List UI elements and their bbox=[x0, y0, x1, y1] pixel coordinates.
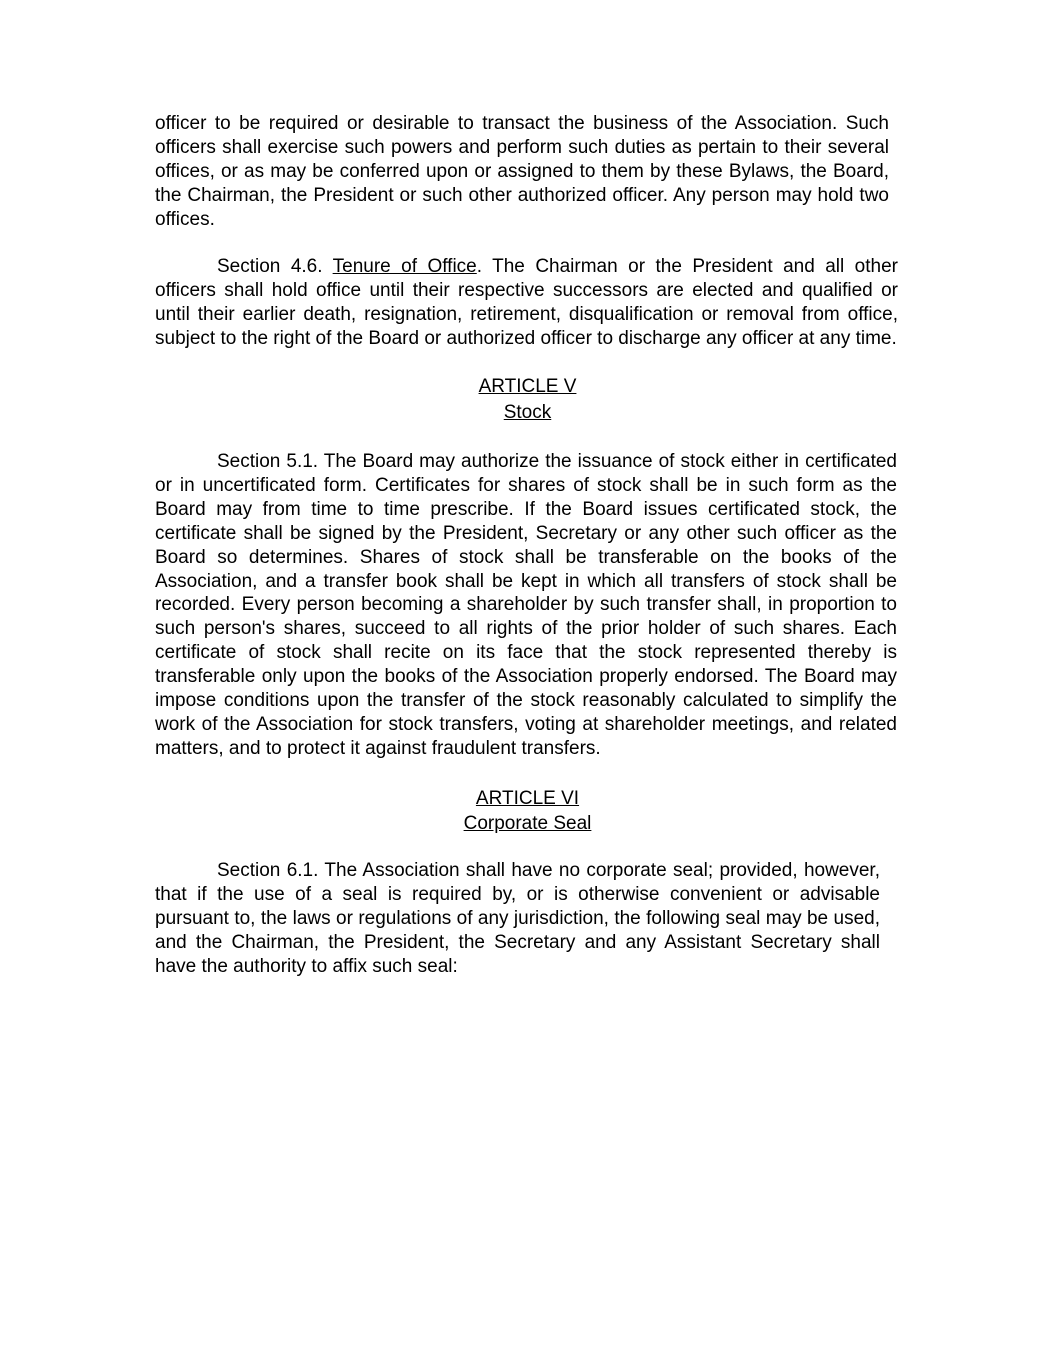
section-4-6-prefix: Section 4.6. bbox=[217, 256, 333, 277]
section-4-6-paragraph bbox=[155, 255, 898, 351]
article-6-title bbox=[0, 786, 1055, 812]
article-6-subtitle-text: Corporate Seal bbox=[463, 813, 592, 834]
article-5-subtitle bbox=[0, 400, 1055, 426]
section-4-6-heading: Tenure of Office bbox=[332, 256, 477, 277]
section-5-1-paragraph: Section 5.1. The Board may authorize the issuance of stock either in certificated or in uncertificated form. Certificates for shares of stock shall be in such form as the Board may from time to time prescribe. If the Board issues certificated stock, the certificate shall be signed by the President, Secretary or any other such officer as the Board so determines. Shares of stock shall be transferable on the books of the Association, and a transfer book shall be kept in which all transfers of stock shall be recorded. Every person becoming a shareholder by such transfer shall, in proportion to such person's shares, succeed to all rights of the prior holder of such shares. Each certificate of stock shall recite on its face that the stock represented thereby is transferable only upon the books of the Association properly endorsed. The Board may impose conditions upon the transfer of the stock reasonably calculated to simplify the work of the Association for stock transfers, voting at shareholder meetings, and related matters, and to protect it against fraudulent transfers. bbox=[155, 451, 897, 759]
officers-continuation-paragraph: officer to be required or desirable to transact the business of the Association. Such officers shall exercise such powers and perform such duties as pertain to their several offices, or as may be conferred upon or assigned to them by these Bylaws, the Board, the Chairman, the President or such other authorized officer. Any person may hold two offices. bbox=[155, 113, 889, 230]
article-5-title-text: ARTICLE V bbox=[478, 376, 577, 397]
article-6-title-text: ARTICLE VI bbox=[475, 788, 580, 809]
section-6-1-paragraph: Section 6.1. The Association shall have no corporate seal; provided, however, that if the use of a seal is required by, or is otherwise convenient or advisable pursuant to, the laws or regulations of any jurisdiction, the following seal may be used, and the Chairman, the President, the Secretary and any Assistant Secretary shall have the authority to affix such seal: bbox=[155, 860, 880, 977]
article-5-subtitle-text: Stock bbox=[503, 402, 552, 423]
article-6-subtitle bbox=[0, 811, 1055, 837]
section-4-6-text: . The Chairman or the President and all other officers shall hold office until their respective successors are elected and qualified or until their earlier death, resignation, retirement, disqualification or removal from office, subject to the right of the Board or authorized officer to discharge any officer at any time. bbox=[155, 256, 898, 349]
article-5-title bbox=[0, 374, 1055, 400]
